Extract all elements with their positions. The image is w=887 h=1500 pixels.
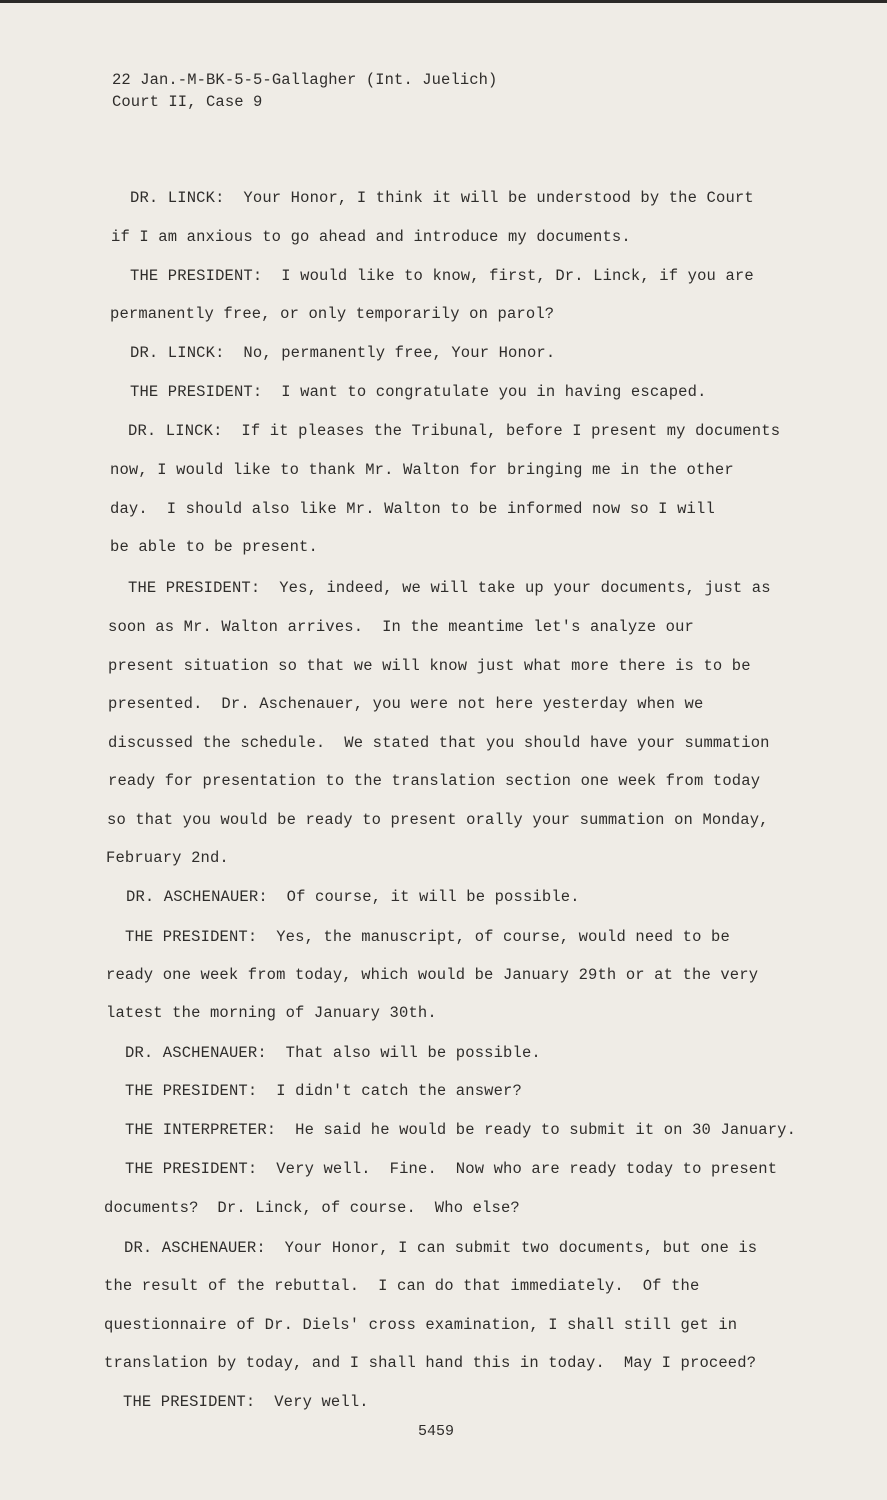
header-line-2: Court II, Case 9	[112, 93, 263, 111]
page-number: 5459	[418, 1423, 455, 1440]
transcript-line: THE PRESIDENT: I would like to know, first, Dr. Linck, if you are	[130, 267, 754, 285]
transcript-line: if I am anxious to go ahead and introduce my documents.	[111, 228, 631, 246]
transcript-line: THE PRESIDENT: I didn't catch the answer?	[125, 1082, 522, 1100]
transcript-line: day. I should also like Mr. Walton to be informed now so I will	[110, 500, 715, 518]
transcript-line: ready one week from today, which would be January 29th or at the very	[106, 966, 759, 984]
transcript-line: ready for presentation to the translation section one week from today	[108, 772, 761, 790]
transcript-line: February 2nd.	[106, 849, 229, 867]
transcript-line: THE PRESIDENT: Yes, indeed, we will take up your documents, just as	[128, 579, 771, 597]
transcript-line: present situation so that we will know just what more there is to be	[108, 657, 751, 675]
transcript-line: now, I would like to thank Mr. Walton for bringing me in the other	[110, 461, 734, 479]
transcript-line: the result of the rebuttal. I can do that immediately. Of the	[104, 1277, 700, 1295]
transcript-line: THE PRESIDENT: Very well. Fine. Now who are ready today to present	[125, 1160, 778, 1178]
transcript-line: questionnaire of Dr. Diels' cross examination, I shall still get in	[104, 1316, 738, 1334]
transcript-line: latest the morning of January 30th.	[106, 1004, 437, 1022]
header-line-1: 22 Jan.-M-BK-5-5-Gallagher (Int. Juelich)	[112, 71, 498, 89]
transcript-line: DR. ASCHENAUER: That also will be possible.	[125, 1044, 541, 1062]
transcript-line: soon as Mr. Walton arrives. In the meantime let's analyze our	[108, 618, 694, 636]
transcript-line: THE PRESIDENT: Yes, the manuscript, of course, would need to be	[125, 928, 730, 946]
transcript-line: documents? Dr. Linck, of course. Who else?	[104, 1199, 520, 1217]
transcript-line: THE PRESIDENT: Very well.	[123, 1393, 369, 1411]
transcript-line: DR. LINCK: If it pleases the Tribunal, before I present my documents	[128, 422, 781, 440]
transcript-line: discussed the schedule. We stated that you should have your summation	[108, 734, 770, 752]
transcript-line: DR. LINCK: Your Honor, I think it will be understood by the Court	[130, 189, 754, 207]
transcript-line: translation by today, and I shall hand this in today. May I proceed?	[104, 1354, 757, 1372]
transcript-line: DR. LINCK: No, permanently free, Your Honor.	[130, 344, 556, 362]
document-header	[112, 69, 497, 113]
transcript-line: DR. ASCHENAUER: Of course, it will be possible.	[126, 888, 580, 906]
transcript-line: DR. ASCHENAUER: Your Honor, I can submit two documents, but one is	[124, 1239, 758, 1257]
transcript-line: permanently free, or only temporarily on parol?	[110, 305, 555, 323]
transcript-line: so that you would be ready to present orally your summation on Monday,	[107, 811, 769, 829]
transcript-line: THE INTERPRETER: He said he would be ready to submit it on 30 January.	[125, 1121, 797, 1139]
transcript-line: be able to be present.	[110, 538, 318, 556]
transcript-line: presented. Dr. Aschenauer, you were not here yesterday when we	[108, 695, 704, 713]
transcript-line: THE PRESIDENT: I want to congratulate you in having escaped.	[130, 383, 707, 401]
